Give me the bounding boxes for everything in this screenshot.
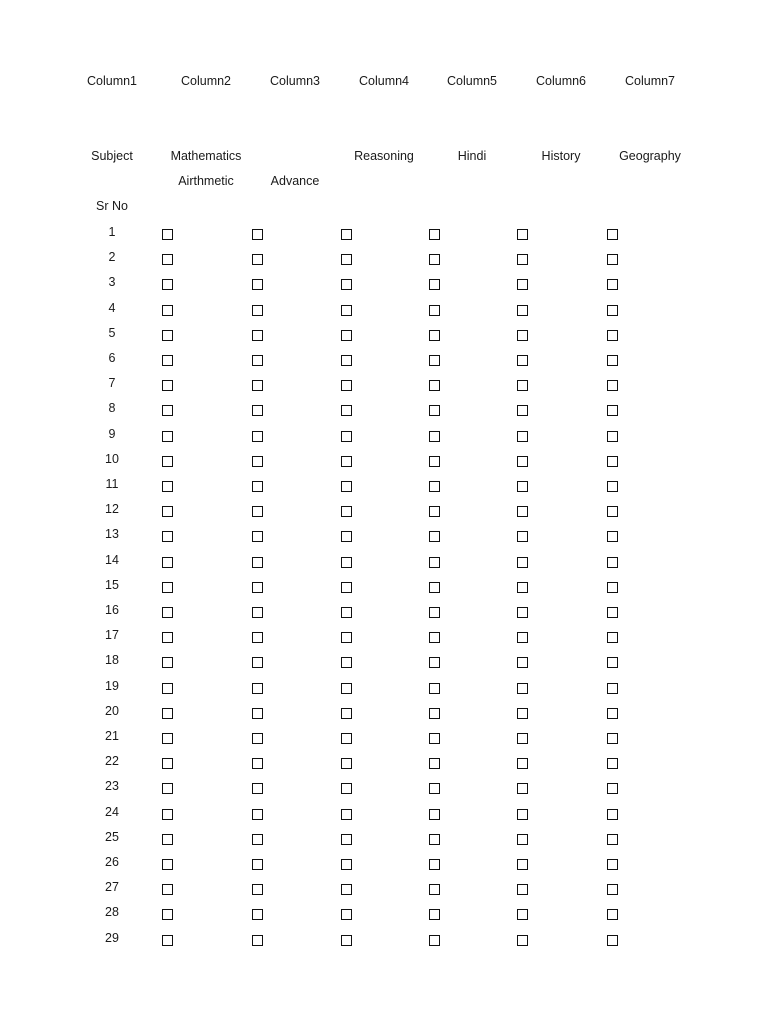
- row-checkbox[interactable]: [341, 431, 352, 442]
- row-sr-number: 16: [105, 603, 119, 617]
- row-checkbox[interactable]: [517, 809, 528, 820]
- row-checkbox[interactable]: [252, 909, 263, 920]
- column-header-5: Column5: [446, 74, 498, 88]
- row-checkbox[interactable]: [429, 431, 440, 442]
- row-checkbox[interactable]: [429, 305, 440, 316]
- row-checkbox[interactable]: [252, 355, 263, 366]
- row-checkbox[interactable]: [252, 884, 263, 895]
- row-checkbox[interactable]: [162, 229, 173, 240]
- row-sr-number: 11: [105, 477, 119, 491]
- row-checkbox[interactable]: [607, 355, 618, 366]
- row-checkbox[interactable]: [162, 582, 173, 593]
- row-checkbox[interactable]: [341, 632, 352, 643]
- row-checkbox[interactable]: [341, 708, 352, 719]
- row-sr-number: 6: [108, 351, 116, 365]
- row-sr-number: 27: [105, 880, 119, 895]
- row-checkbox[interactable]: [341, 305, 352, 316]
- row-checkbox[interactable]: [517, 330, 528, 341]
- row-checkbox[interactable]: [429, 809, 440, 820]
- row-checkbox[interactable]: [517, 254, 528, 265]
- row-checkbox[interactable]: [429, 859, 440, 870]
- row-checkbox[interactable]: [429, 783, 440, 794]
- row-checkbox[interactable]: [252, 254, 263, 265]
- row-checkbox[interactable]: [517, 607, 528, 618]
- row-checkbox[interactable]: [429, 254, 440, 265]
- row-checkbox[interactable]: [607, 859, 618, 870]
- row-checkbox[interactable]: [517, 708, 528, 719]
- row-checkbox[interactable]: [162, 531, 173, 542]
- row-checkbox[interactable]: [517, 531, 528, 542]
- row-checkbox[interactable]: [341, 557, 352, 568]
- subheader-advance: Advance: [270, 174, 320, 188]
- row-checkbox[interactable]: [429, 506, 440, 517]
- row-checkbox[interactable]: [341, 254, 352, 265]
- column-header-3: Column3: [269, 74, 321, 88]
- row-checkbox[interactable]: [162, 909, 173, 920]
- row-checkbox[interactable]: [607, 909, 618, 920]
- row-sr-number: 4: [108, 300, 116, 315]
- row-checkbox[interactable]: [517, 456, 528, 467]
- row-sr-number: 5: [108, 325, 116, 340]
- row-checkbox[interactable]: [429, 758, 440, 769]
- row-checkbox[interactable]: [162, 355, 173, 366]
- row-checkbox[interactable]: [252, 582, 263, 593]
- row-checkbox[interactable]: [517, 733, 528, 744]
- row-checkbox[interactable]: [429, 935, 440, 946]
- row-checkbox[interactable]: [252, 783, 263, 794]
- row-sr-number: 9: [108, 426, 116, 441]
- row-checkbox[interactable]: [162, 380, 173, 391]
- row-checkbox[interactable]: [162, 305, 173, 316]
- row-checkbox[interactable]: [429, 380, 440, 391]
- row-checkbox[interactable]: [252, 708, 263, 719]
- row-checkbox[interactable]: [607, 935, 618, 946]
- row-sr-number: 23: [105, 779, 119, 794]
- row-checkbox[interactable]: [607, 431, 618, 442]
- row-sr-number: 3: [108, 275, 116, 290]
- row-checkbox[interactable]: [162, 330, 173, 341]
- row-sr-number: 26: [105, 855, 119, 869]
- row-checkbox[interactable]: [429, 733, 440, 744]
- subheader-airthmetic: Airthmetic: [178, 174, 234, 188]
- row-checkbox[interactable]: [429, 456, 440, 467]
- row-sr-number: 1: [108, 225, 116, 239]
- row-checkbox[interactable]: [429, 355, 440, 366]
- row-checkbox[interactable]: [341, 279, 352, 290]
- row-checkbox[interactable]: [517, 355, 528, 366]
- row-checkbox[interactable]: [341, 935, 352, 946]
- row-checkbox[interactable]: [341, 733, 352, 744]
- row-checkbox[interactable]: [341, 859, 352, 870]
- row-checkbox[interactable]: [607, 884, 618, 895]
- row-checkbox[interactable]: [252, 607, 263, 618]
- row-checkbox[interactable]: [162, 632, 173, 643]
- row-checkbox[interactable]: [517, 783, 528, 794]
- row-checkbox[interactable]: [162, 683, 173, 694]
- row-sr-number: 13: [105, 527, 119, 542]
- row-checkbox[interactable]: [429, 481, 440, 492]
- row-checkbox[interactable]: [607, 733, 618, 744]
- row-checkbox[interactable]: [252, 733, 263, 744]
- subject-reasoning: Reasoning: [354, 149, 414, 163]
- subject-mathematics: Mathematics: [170, 149, 242, 163]
- row-checkbox[interactable]: [607, 254, 618, 265]
- row-checkbox[interactable]: [607, 481, 618, 492]
- row-checkbox[interactable]: [252, 431, 263, 442]
- row-sr-number: 21: [105, 729, 119, 743]
- row-checkbox[interactable]: [429, 657, 440, 668]
- row-checkbox[interactable]: [162, 884, 173, 895]
- row-checkbox[interactable]: [162, 834, 173, 845]
- row-sr-number: 29: [105, 930, 119, 945]
- row-checkbox[interactable]: [607, 380, 618, 391]
- row-checkbox[interactable]: [162, 758, 173, 769]
- row-checkbox[interactable]: [607, 506, 618, 517]
- row-checkbox[interactable]: [341, 380, 352, 391]
- row-checkbox[interactable]: [517, 279, 528, 290]
- row-checkbox[interactable]: [252, 557, 263, 568]
- row-checkbox[interactable]: [341, 582, 352, 593]
- row-checkbox[interactable]: [252, 632, 263, 643]
- row-checkbox[interactable]: [252, 456, 263, 467]
- row-checkbox[interactable]: [429, 834, 440, 845]
- row-checkbox[interactable]: [429, 229, 440, 240]
- column-header-2: Column2: [180, 74, 232, 88]
- row-sr-number: 20: [105, 703, 119, 718]
- subject-geography: Geography: [619, 149, 681, 163]
- row-checkbox[interactable]: [517, 859, 528, 870]
- row-checkbox[interactable]: [607, 607, 618, 618]
- row-checkbox[interactable]: [517, 632, 528, 643]
- subject-history: History: [541, 149, 581, 163]
- row-checkbox[interactable]: [607, 279, 618, 290]
- row-checkbox[interactable]: [252, 834, 263, 845]
- row-checkbox[interactable]: [429, 708, 440, 719]
- row-checkbox[interactable]: [252, 758, 263, 769]
- row-checkbox[interactable]: [607, 456, 618, 467]
- row-checkbox[interactable]: [607, 708, 618, 719]
- row-checkbox[interactable]: [162, 935, 173, 946]
- row-checkbox[interactable]: [517, 557, 528, 568]
- row-checkbox[interactable]: [162, 481, 173, 492]
- row-checkbox[interactable]: [517, 481, 528, 492]
- row-sr-number: 19: [105, 678, 119, 693]
- row-checkbox[interactable]: [252, 809, 263, 820]
- row-checkbox[interactable]: [517, 405, 528, 416]
- row-checkbox[interactable]: [341, 783, 352, 794]
- row-checkbox[interactable]: [252, 657, 263, 668]
- row-checkbox[interactable]: [162, 431, 173, 442]
- row-checkbox[interactable]: [607, 330, 618, 341]
- row-sr-number: 28: [105, 905, 119, 920]
- row-checkbox[interactable]: [607, 683, 618, 694]
- row-checkbox[interactable]: [517, 834, 528, 845]
- row-checkbox[interactable]: [162, 557, 173, 568]
- row-checkbox[interactable]: [607, 557, 618, 568]
- row-checkbox[interactable]: [341, 229, 352, 240]
- row-checkbox[interactable]: [607, 632, 618, 643]
- row-checkbox[interactable]: [162, 733, 173, 744]
- row-checkbox[interactable]: [341, 456, 352, 467]
- row-checkbox[interactable]: [429, 405, 440, 416]
- row-checkbox[interactable]: [429, 279, 440, 290]
- row-sr-number: 8: [108, 401, 116, 416]
- row-checkbox[interactable]: [607, 783, 618, 794]
- row-sr-number: 18: [105, 653, 119, 668]
- row-sr-number: 15: [105, 577, 119, 592]
- row-checkbox[interactable]: [429, 582, 440, 593]
- row-checkbox[interactable]: [607, 305, 618, 316]
- row-checkbox[interactable]: [517, 380, 528, 391]
- row-checkbox[interactable]: [341, 405, 352, 416]
- row-checkbox[interactable]: [252, 506, 263, 517]
- row-checkbox[interactable]: [607, 582, 618, 593]
- row-checkbox[interactable]: [517, 229, 528, 240]
- row-checkbox[interactable]: [517, 305, 528, 316]
- row-sr-number: 2: [108, 250, 116, 265]
- row-checkbox[interactable]: [252, 279, 263, 290]
- row-sr-number: 7: [108, 376, 116, 391]
- subject-hindi: Hindi: [457, 149, 487, 163]
- row-sr-number: 17: [105, 628, 119, 643]
- row-checkbox[interactable]: [517, 935, 528, 946]
- column-header-7: Column7: [624, 74, 676, 88]
- row-checkbox[interactable]: [429, 632, 440, 643]
- row-checkbox[interactable]: [429, 531, 440, 542]
- row-checkbox[interactable]: [429, 557, 440, 568]
- row-checkbox[interactable]: [341, 657, 352, 668]
- row-checkbox[interactable]: [341, 330, 352, 341]
- row-checkbox[interactable]: [341, 355, 352, 366]
- row-checkbox[interactable]: [517, 582, 528, 593]
- row-sr-number: 12: [105, 502, 119, 517]
- row-checkbox[interactable]: [162, 809, 173, 820]
- row-sr-number: 10: [105, 451, 119, 466]
- row-checkbox[interactable]: [517, 683, 528, 694]
- row-checkbox[interactable]: [162, 708, 173, 719]
- row-checkbox[interactable]: [341, 683, 352, 694]
- row-sr-number: 24: [105, 804, 119, 819]
- row-checkbox[interactable]: [517, 506, 528, 517]
- row-checkbox[interactable]: [341, 809, 352, 820]
- row-checkbox[interactable]: [162, 405, 173, 416]
- row-checkbox[interactable]: [252, 683, 263, 694]
- row-checkbox[interactable]: [252, 531, 263, 542]
- row-checkbox[interactable]: [162, 279, 173, 290]
- row-checkbox[interactable]: [252, 305, 263, 316]
- row-checkbox[interactable]: [341, 506, 352, 517]
- row-sr-number: 25: [105, 829, 119, 844]
- row-checkbox[interactable]: [607, 834, 618, 845]
- row-checkbox[interactable]: [429, 683, 440, 694]
- row-checkbox[interactable]: [341, 909, 352, 920]
- row-checkbox[interactable]: [252, 481, 263, 492]
- row-checkbox[interactable]: [341, 884, 352, 895]
- row-checkbox[interactable]: [429, 330, 440, 341]
- row-checkbox[interactable]: [252, 935, 263, 946]
- row-checkbox[interactable]: [429, 909, 440, 920]
- row-checkbox[interactable]: [341, 607, 352, 618]
- row-checkbox[interactable]: [162, 783, 173, 794]
- row-sr-number: 22: [105, 754, 119, 769]
- row-checkbox[interactable]: [607, 531, 618, 542]
- row-checkbox[interactable]: [341, 531, 352, 542]
- row-checkbox[interactable]: [607, 758, 618, 769]
- row-checkbox[interactable]: [162, 607, 173, 618]
- row-checkbox[interactable]: [607, 405, 618, 416]
- row-sr-number: 14: [105, 552, 119, 567]
- row-checkbox[interactable]: [517, 657, 528, 668]
- row-checkbox[interactable]: [252, 859, 263, 870]
- row-checkbox[interactable]: [517, 909, 528, 920]
- column-header-1: Column1: [86, 74, 138, 88]
- row-checkbox[interactable]: [252, 229, 263, 240]
- row-checkbox[interactable]: [429, 884, 440, 895]
- row-checkbox[interactable]: [517, 884, 528, 895]
- row-checkbox[interactable]: [162, 456, 173, 467]
- sr-no-label: Sr No: [96, 199, 128, 213]
- subject-label: Subject: [91, 149, 133, 163]
- row-checkbox[interactable]: [341, 481, 352, 492]
- row-checkbox[interactable]: [607, 809, 618, 820]
- row-checkbox[interactable]: [517, 431, 528, 442]
- row-checkbox[interactable]: [252, 405, 263, 416]
- row-checkbox[interactable]: [162, 657, 173, 668]
- row-checkbox[interactable]: [607, 657, 618, 668]
- row-checkbox[interactable]: [517, 758, 528, 769]
- row-checkbox[interactable]: [162, 859, 173, 870]
- row-checkbox[interactable]: [252, 330, 263, 341]
- column-header-4: Column4: [358, 74, 410, 88]
- row-checkbox[interactable]: [341, 758, 352, 769]
- row-checkbox[interactable]: [252, 380, 263, 391]
- row-checkbox[interactable]: [429, 607, 440, 618]
- row-checkbox[interactable]: [162, 254, 173, 265]
- column-header-6: Column6: [535, 74, 587, 88]
- row-checkbox[interactable]: [341, 834, 352, 845]
- row-checkbox[interactable]: [162, 506, 173, 517]
- row-checkbox[interactable]: [607, 229, 618, 240]
